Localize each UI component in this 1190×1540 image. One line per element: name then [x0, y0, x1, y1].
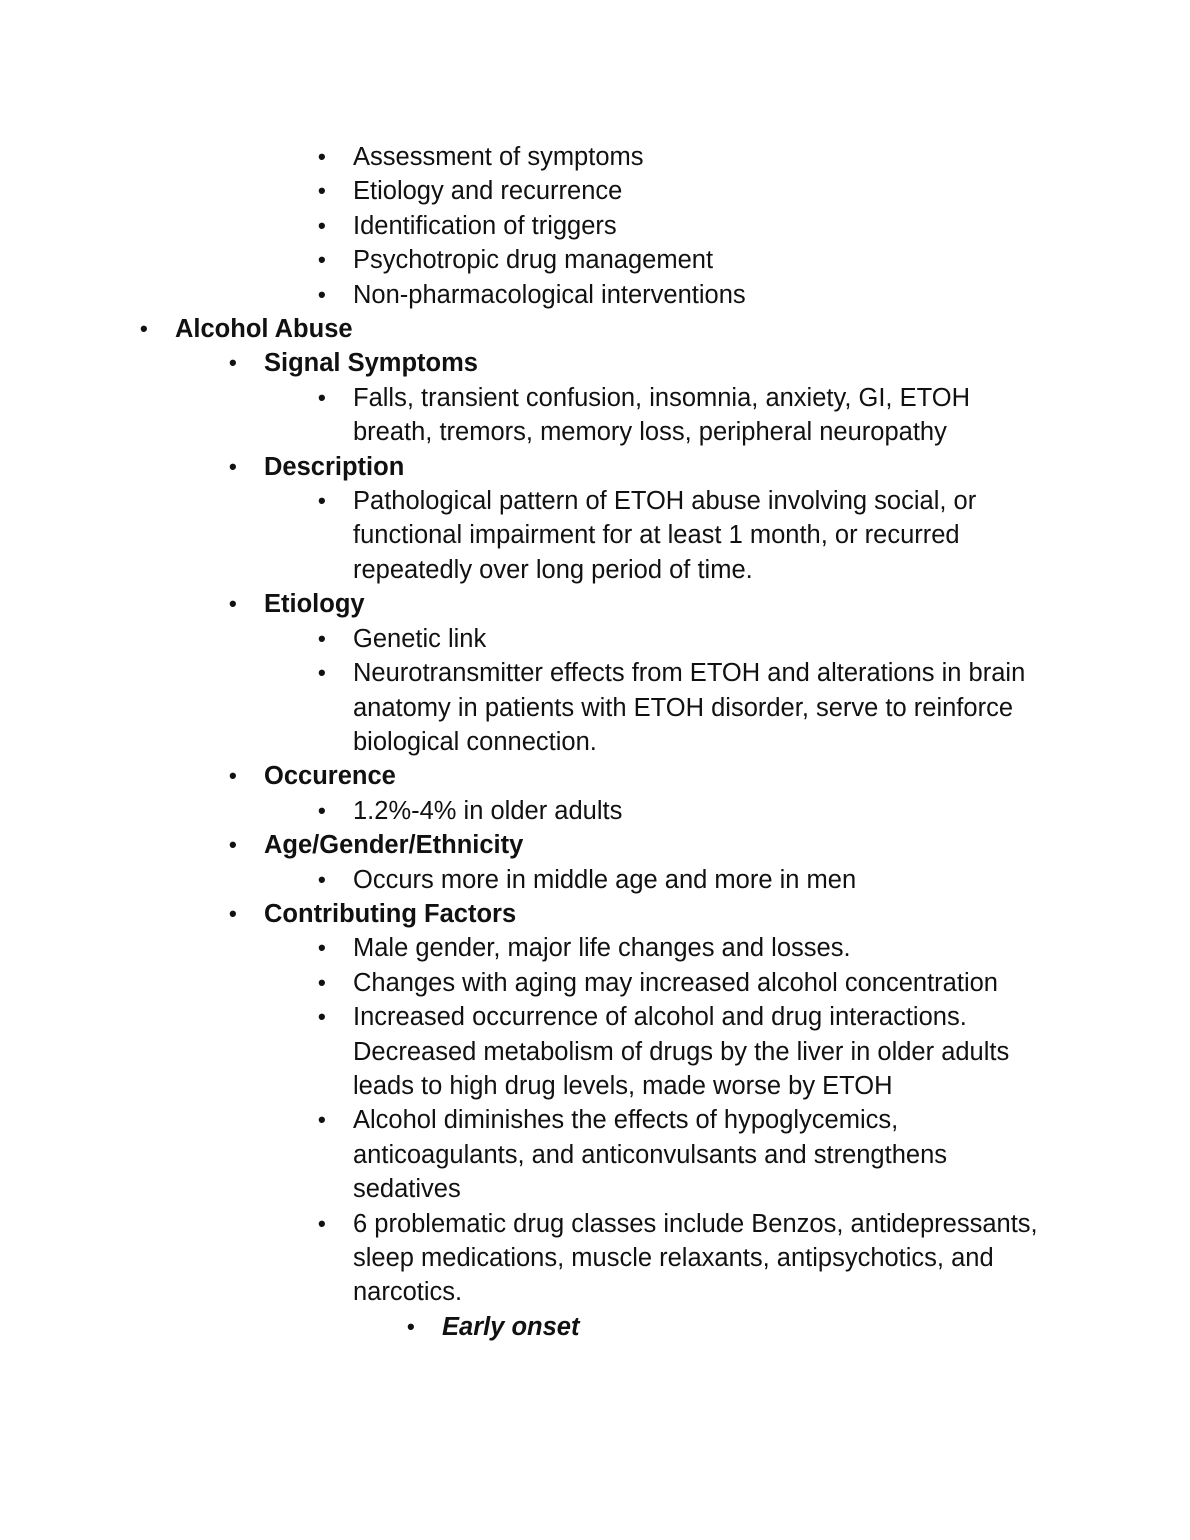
intro-item: • Non-pharmacological interventions	[353, 278, 1053, 312]
list-item: • Occurs more in middle age and more in men	[353, 863, 1053, 897]
subheading-early-onset: • Early onset	[442, 1310, 1042, 1344]
list-item: • 1.2%-4% in older adults	[353, 794, 1053, 828]
intro-item: • Identification of triggers	[353, 209, 1053, 243]
section-heading-alcohol-abuse: • Alcohol Abuse	[175, 312, 1075, 346]
subheading-etiology: • Etiology	[264, 587, 1084, 621]
list-item: • Alcohol diminishes the effects of hypoglycemics, anticoagulants, and anticonvulsants and strengthens sedatives	[353, 1103, 1053, 1206]
subheading-occurence: • Occurence	[264, 759, 1084, 793]
intro-item: • Etiology and recurrence	[353, 174, 1053, 208]
subheading-description: • Description	[264, 450, 1084, 484]
list-item: • Neurotransmitter effects from ETOH and alterations in brain anatomy in patients with ETOH disorder, serve to reinforce biological connection.	[353, 656, 1053, 759]
subheading-contributing-factors: • Contributing Factors	[264, 897, 1084, 931]
list-item: • Increased occurrence of alcohol and drug interactions. Decreased metabolism of drugs by the liver in older adults leads to high drug levels, made worse by ETOH	[353, 1000, 1053, 1103]
list-item: • Male gender, major life changes and losses.	[353, 931, 1053, 965]
list-item: • Changes with aging may increased alcohol concentration	[353, 966, 1053, 1000]
list-item: • Pathological pattern of ETOH abuse involving social, or functional impairment for at least 1 month, or recurred repeatedly over long period of time.	[353, 484, 1053, 587]
subheading-signal-symptoms: • Signal Symptoms	[264, 346, 1084, 380]
intro-item: • Assessment of symptoms	[353, 140, 1053, 174]
list-item: • 6 problematic drug classes include Benzos, antidepressants, sleep medications, muscle relaxants, antipsychotics, and narcotics.	[353, 1207, 1053, 1310]
list-item: • Falls, transient confusion, insomnia, anxiety, GI, ETOH breath, tremors, memory loss, peripheral neuropathy	[353, 381, 1053, 450]
subheading-age-gender-ethnicity: • Age/Gender/Ethnicity	[264, 828, 1084, 862]
document-page	[0, 140, 1190, 1344]
intro-item: • Psychotropic drug management	[353, 243, 1053, 277]
list-item: • Genetic link	[353, 622, 1053, 656]
